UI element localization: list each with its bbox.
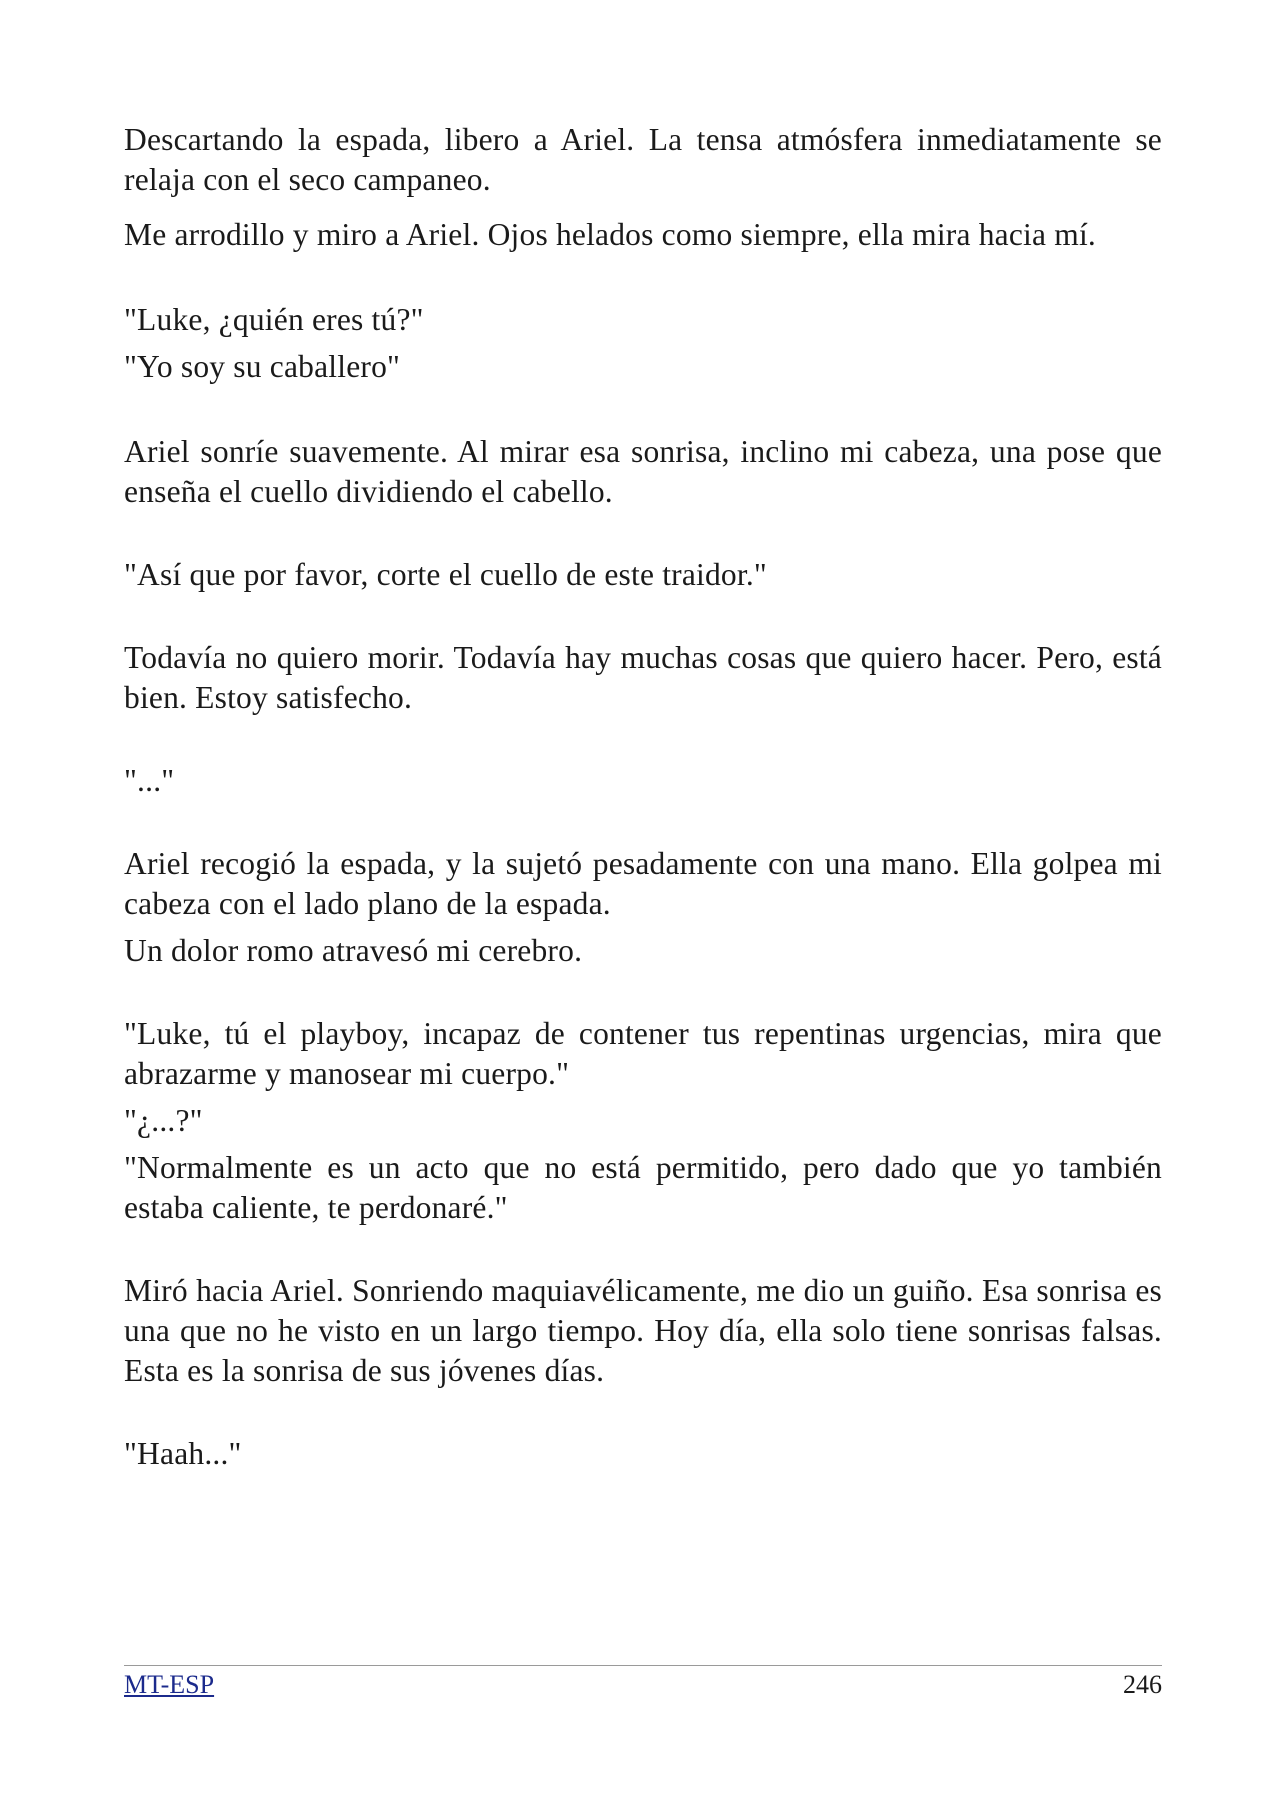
dialogue-line: "Haah..." bbox=[124, 1436, 242, 1471]
dialogue-line: "..." bbox=[124, 763, 175, 798]
paragraph: Un dolor romo atravesó mi cerebro. bbox=[124, 933, 583, 968]
dialogue-line: "Normalmente es un acto que no está permitido, pero dado que yo también estaba caliente, te perdonaré." bbox=[124, 1150, 1162, 1225]
footer-divider bbox=[124, 1665, 1162, 1666]
page-footer bbox=[124, 1668, 1162, 1702]
body-text bbox=[124, 120, 1162, 1474]
paragraph: Ariel recogió la espada, y la sujetó pesadamente con una mano. Ella golpea mi cabeza con el lado plano de la espada. bbox=[124, 846, 1162, 921]
source-link[interactable]: MT-ESP bbox=[124, 1670, 215, 1699]
page-number: 246 bbox=[1123, 1670, 1162, 1699]
dialogue-line: "Así que por favor, corte el cuello de este traidor." bbox=[124, 557, 767, 592]
paragraph: Miró hacia Ariel. Sonriendo maquiavélicamente, me dio un guiño. Esa sonrisa es una que no he visto en un largo tiempo. Hoy día, ella solo tiene sonrisas falsas. Esta es la sonrisa de sus jóvenes días. bbox=[124, 1273, 1162, 1388]
paragraph: Todavía no quiero morir. Todavía hay muchas cosas que quiero hacer. Pero, está bien. Estoy satisfecho. bbox=[124, 640, 1162, 715]
dialogue-line: "¿...?" bbox=[124, 1103, 203, 1138]
dialogue-line: "Luke, ¿quién eres tú?" bbox=[124, 302, 424, 337]
paragraph: Descartando la espada, libero a Ariel. La tensa atmósfera inmediatamente se relaja con el seco campaneo. bbox=[124, 122, 1162, 197]
dialogue-line: "Luke, tú el playboy, incapaz de contener tus repentinas urgencias, mira que abrazarme y manosear mi cuerpo." bbox=[124, 1016, 1162, 1091]
paragraph: Ariel sonríe suavemente. Al mirar esa sonrisa, inclino mi cabeza, una pose que enseña el cuello dividiendo el cabello. bbox=[124, 434, 1162, 509]
dialogue-line: "Yo soy su caballero" bbox=[124, 349, 401, 384]
paragraph: Me arrodillo y miro a Ariel. Ojos helados como siempre, ella mira hacia mí. bbox=[124, 217, 1096, 252]
